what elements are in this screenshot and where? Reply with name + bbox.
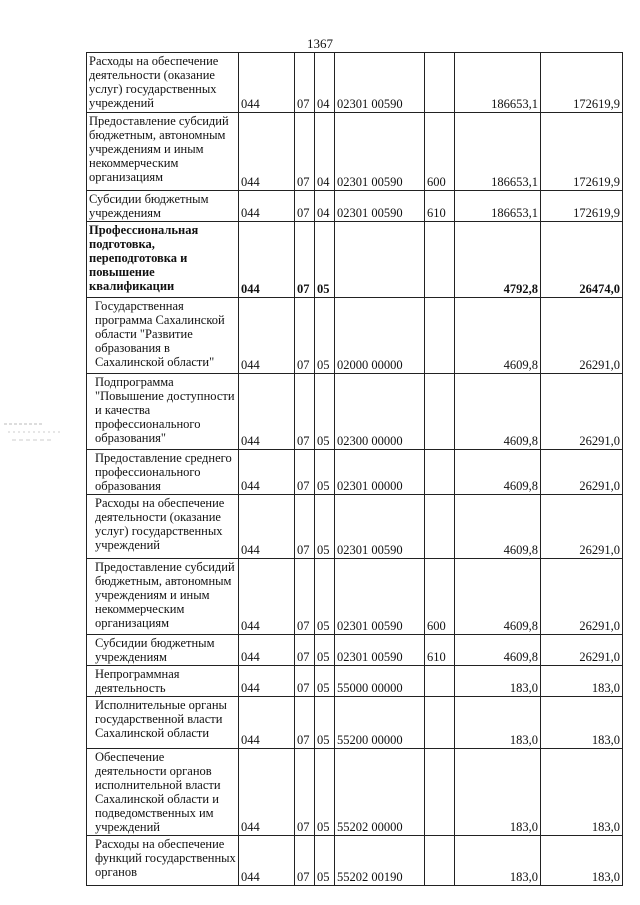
section-code: 07 [295,495,315,559]
expense-type-code [425,374,455,450]
subsection-code: 04 [315,113,335,191]
table-row [87,450,623,495]
row-name: Обеспечение деятельности органов исполнительной власти Сахалинской области и подведомственных им учреждений [87,749,239,836]
subsection-code: 05 [315,697,335,749]
row-name: Подпрограмма "Повышение доступности и качества профессионального образования" [87,374,239,450]
section-code: 07 [295,298,315,374]
amount-year-2: 172619,9 [541,113,623,191]
row-name: Исполнительные органы государственной власти Сахалинской области [87,697,239,749]
target-article-code: 55202 00190 [335,836,425,886]
ministry-code: 044 [239,191,295,222]
amount-year-1: 186653,1 [455,113,541,191]
subsection-code: 05 [315,749,335,836]
subsection-code: 05 [315,374,335,450]
expense-type-code [425,53,455,113]
subsection-code: 05 [315,836,335,886]
ministry-code: 044 [239,836,295,886]
amount-year-1: 4609,8 [455,450,541,495]
target-article-code: 55200 00000 [335,697,425,749]
section-code: 07 [295,749,315,836]
ministry-code: 044 [239,113,295,191]
amount-year-1: 186653,1 [455,53,541,113]
amount-year-1: 183,0 [455,836,541,886]
ministry-code: 044 [239,374,295,450]
target-article-code: 02301 00590 [335,53,425,113]
amount-year-1: 183,0 [455,749,541,836]
ministry-code: 044 [239,635,295,666]
section-code: 07 [295,697,315,749]
section-code: 07 [295,635,315,666]
section-code: 07 [295,191,315,222]
ministry-code: 044 [239,450,295,495]
expense-type-code [425,749,455,836]
amount-year-1: 4609,8 [455,635,541,666]
subsection-code: 04 [315,53,335,113]
row-name: Профессиональная подготовка, переподготовка и повышение квалификации [87,222,239,298]
ministry-code: 044 [239,559,295,635]
expense-type-code [425,697,455,749]
subsection-code: 05 [315,222,335,298]
row-name: Расходы на обеспечение деятельности (оказание услуг) государственных учреждений [87,53,239,113]
target-article-code: 55000 00000 [335,666,425,697]
subsection-code: 05 [315,298,335,374]
table-row [87,635,623,666]
ministry-code: 044 [239,666,295,697]
row-name: Государственная программа Сахалинской области "Развитие образования в Сахалинской области" [87,298,239,374]
amount-year-2: 172619,9 [541,53,623,113]
target-article-code: 02301 00000 [335,450,425,495]
subsection-code: 05 [315,495,335,559]
section-code: 07 [295,559,315,635]
expense-type-code [425,450,455,495]
budget-table [86,52,623,886]
amount-year-1: 4609,8 [455,298,541,374]
table-row [87,298,623,374]
row-name: Предоставление субсидий бюджетным, автономным учреждениям и иным некоммерческим организациям [87,113,239,191]
ministry-code: 044 [239,697,295,749]
target-article-code: 02301 00590 [335,495,425,559]
section-code: 07 [295,666,315,697]
amount-year-2: 26291,0 [541,495,623,559]
ministry-code: 044 [239,53,295,113]
amount-year-2: 183,0 [541,836,623,886]
row-name: Субсидии бюджетным учреждениям [87,635,239,666]
target-article-code: 02301 00590 [335,113,425,191]
amount-year-1: 4609,8 [455,559,541,635]
row-name: Субсидии бюджетным учреждениям [87,191,239,222]
expense-type-code: 610 [425,635,455,666]
table-row [87,749,623,836]
amount-year-2: 26474,0 [541,222,623,298]
row-name: Расходы на обеспечение функций государственных органов [87,836,239,886]
ministry-code: 044 [239,222,295,298]
table-row [87,666,623,697]
section-code: 07 [295,53,315,113]
table-row [87,113,623,191]
amount-year-1: 4609,8 [455,495,541,559]
row-name: Непрограммная деятельность [87,666,239,697]
section-code: 07 [295,450,315,495]
expense-type-code: 610 [425,191,455,222]
ministry-code: 044 [239,495,295,559]
subsection-code: 05 [315,559,335,635]
section-code: 07 [295,374,315,450]
section-code: 07 [295,222,315,298]
table-row [87,191,623,222]
expense-type-code [425,298,455,374]
target-article-code: 02301 00590 [335,635,425,666]
expense-type-code: 600 [425,113,455,191]
expense-type-code [425,666,455,697]
amount-year-1: 186653,1 [455,191,541,222]
expense-type-code: 600 [425,559,455,635]
table-row [87,697,623,749]
amount-year-2: 26291,0 [541,374,623,450]
subsection-code: 04 [315,191,335,222]
target-article-code [335,222,425,298]
ministry-code: 044 [239,749,295,836]
amount-year-2: 183,0 [541,697,623,749]
amount-year-1: 4609,8 [455,374,541,450]
amount-year-2: 26291,0 [541,635,623,666]
row-name: Расходы на обеспечение деятельности (оказание услуг) государственных учреждений [87,495,239,559]
expense-type-code [425,222,455,298]
expense-type-code [425,836,455,886]
amount-year-2: 172619,9 [541,191,623,222]
amount-year-2: 26291,0 [541,450,623,495]
table-row [87,374,623,450]
amount-year-1: 4792,8 [455,222,541,298]
target-article-code: 02301 00590 [335,191,425,222]
target-article-code: 02301 00590 [335,559,425,635]
amount-year-2: 26291,0 [541,559,623,635]
section-code: 07 [295,836,315,886]
section-code: 07 [295,113,315,191]
target-article-code: 02000 00000 [335,298,425,374]
amount-year-2: 183,0 [541,666,623,697]
page-number: 1367 [307,36,333,51]
subsection-code: 05 [315,450,335,495]
target-article-code: 02300 00000 [335,374,425,450]
amount-year-2: 26291,0 [541,298,623,374]
row-name: Предоставление среднего профессионального образования [87,450,239,495]
table-row [87,559,623,635]
ministry-code: 044 [239,298,295,374]
table-row [87,53,623,113]
amount-year-1: 183,0 [455,666,541,697]
amount-year-1: 183,0 [455,697,541,749]
subsection-code: 05 [315,635,335,666]
scan-noise-marks [2,418,72,448]
table-row [87,495,623,559]
subsection-code: 05 [315,666,335,697]
row-name: Предоставление субсидий бюджетным, автономным учреждениям и иным некоммерческим организациям [87,559,239,635]
target-article-code: 55202 00000 [335,749,425,836]
amount-year-2: 183,0 [541,749,623,836]
expense-type-code [425,495,455,559]
table-row [87,222,623,298]
table-row [87,836,623,886]
